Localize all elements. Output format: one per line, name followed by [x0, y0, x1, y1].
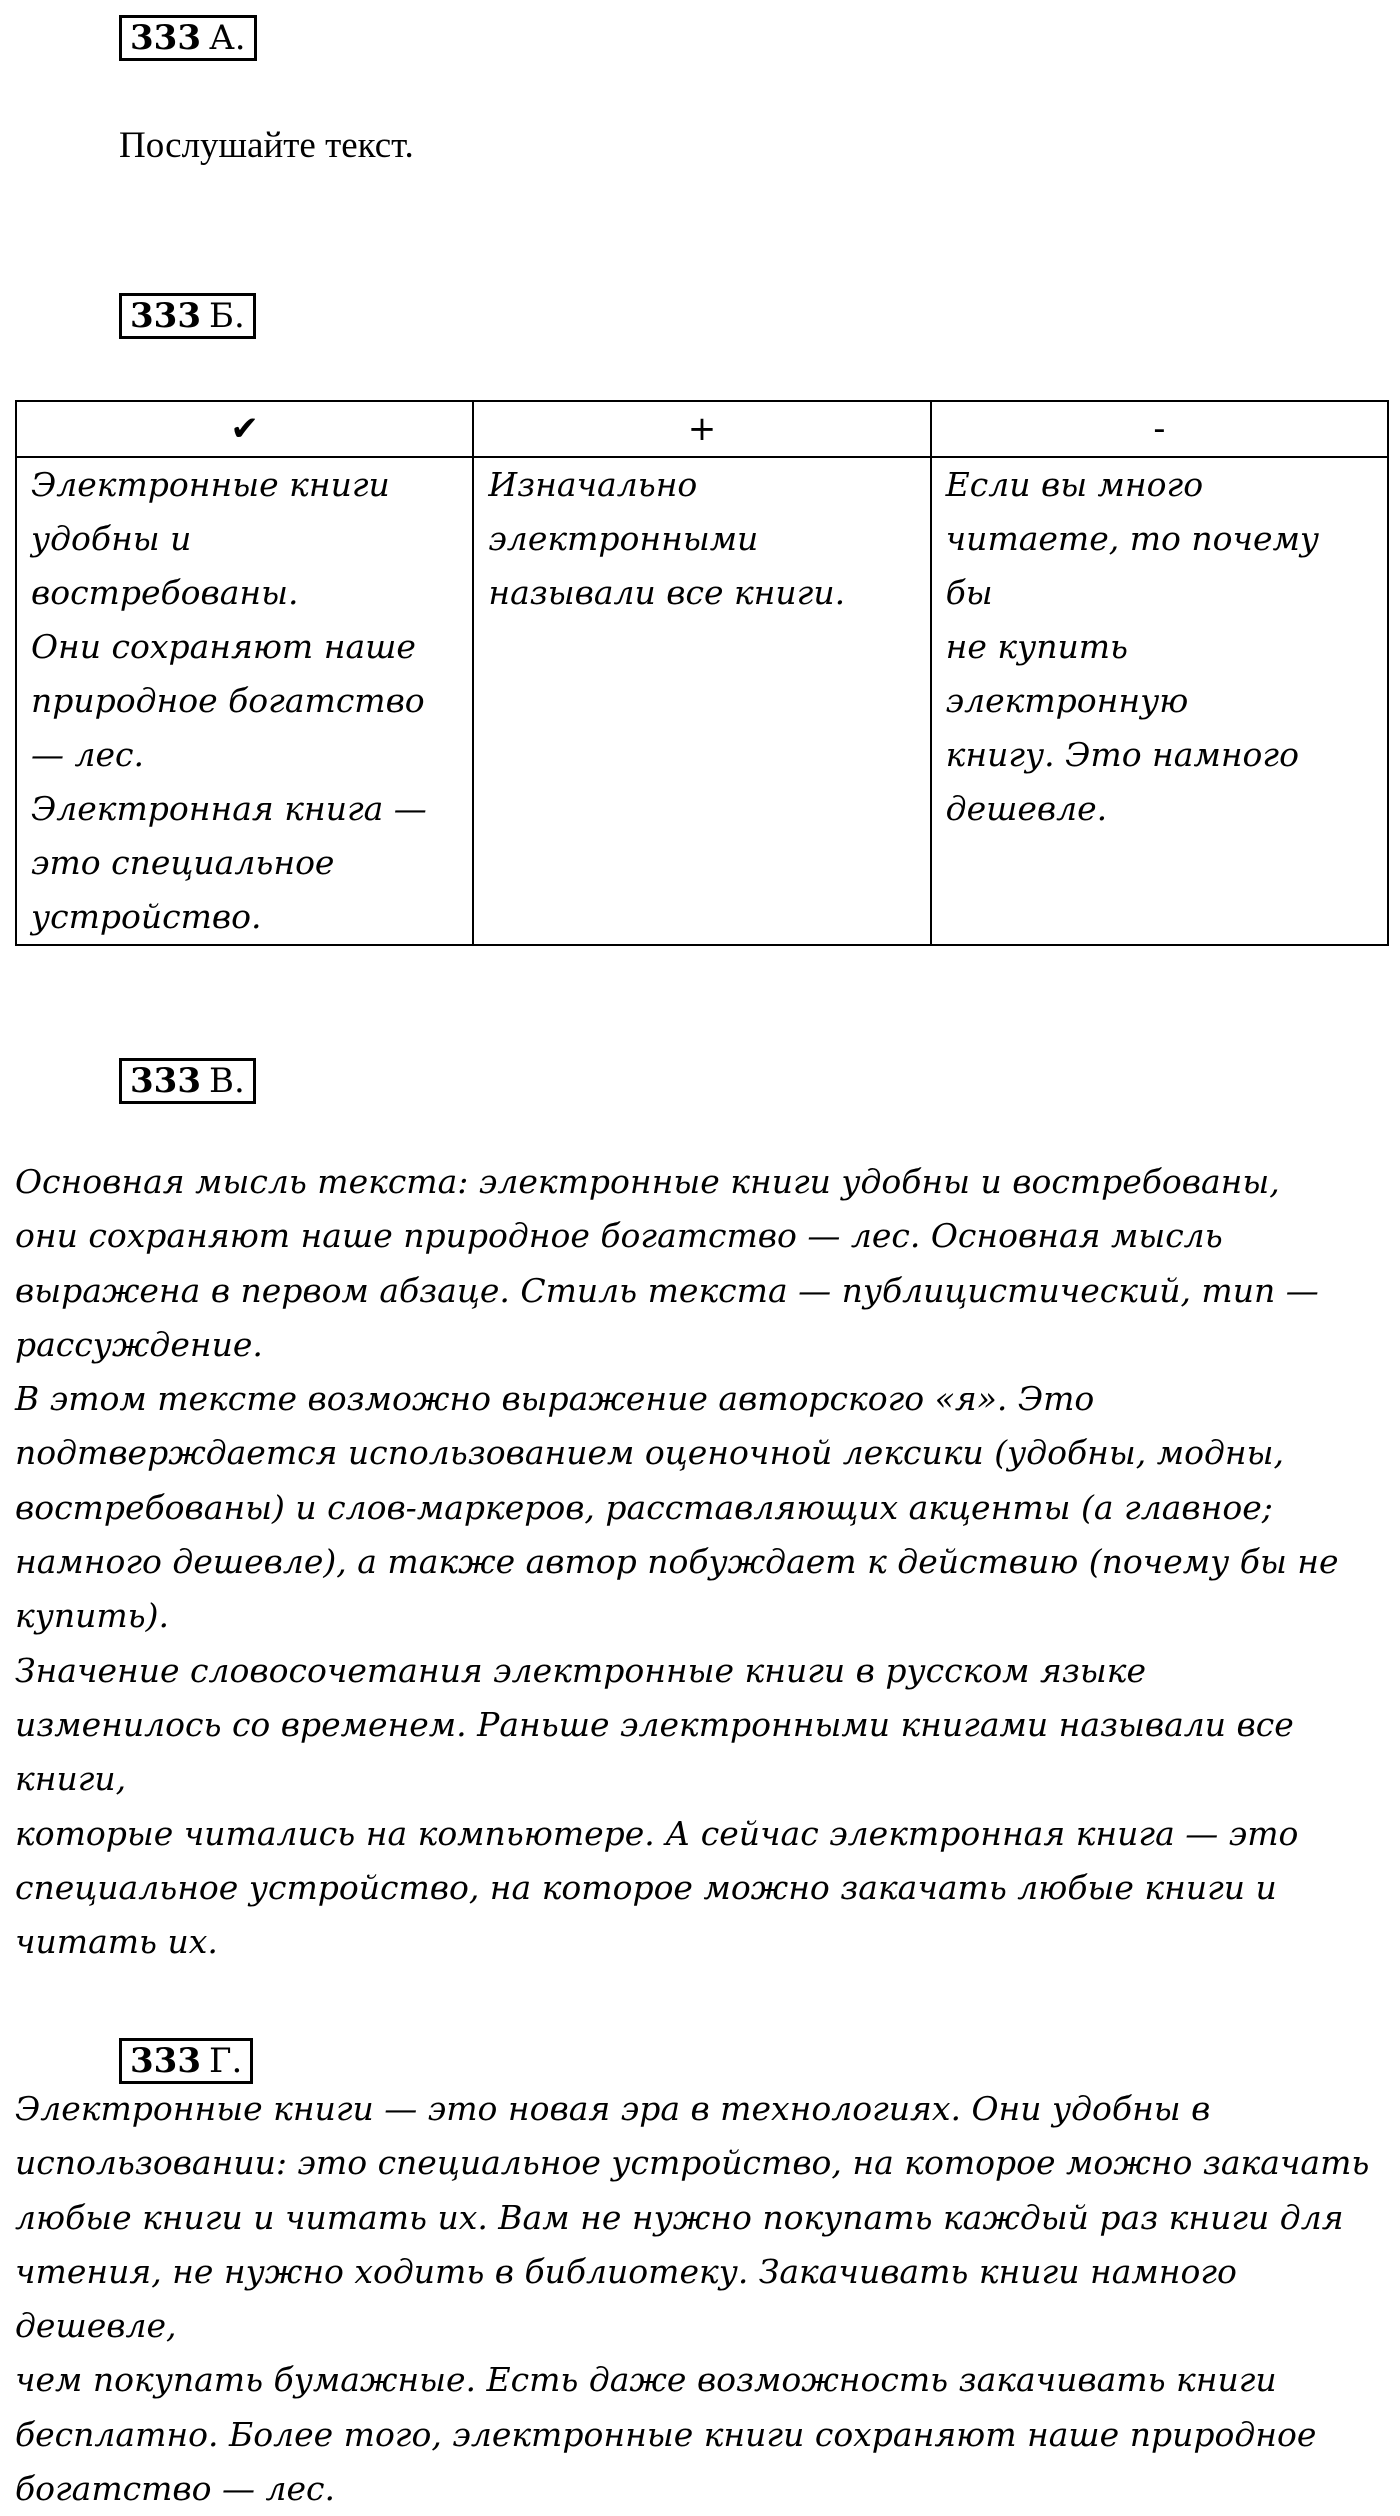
instruction-text: Послушайте текст.: [119, 125, 414, 166]
exercise-letter: Б.: [208, 296, 245, 336]
exercise-number: 333: [130, 1061, 201, 1101]
exercise-letter: Г.: [208, 2041, 243, 2081]
cell-text: Электронные книги удобны и востребованы. Они сохраняют наше природное богатство — лес. Электронная книга — это специальное устройство.: [31, 465, 427, 936]
insert-table: [15, 400, 1389, 946]
table-header-row: [16, 401, 1388, 457]
composition-text: Электронные книги — это новая эра в технологиях. Они удобны в использовании: это специальное устройство, на которое можно закачать любые книги и читать их. Вам не нужно покупать каждый раз книги для чтения, не нужно ходить в библиотеку. Закачивать книги намного дешевле, чем покупать бумажные. Есть даже возможность закачивать книги бесплатно. Более того, электронные книги сохраняют наше природное богатство — лес.: [15, 2089, 1370, 2509]
header-check-mark: ✔: [16, 401, 473, 457]
exercise-label-333a: [119, 15, 257, 61]
header-minus: -: [931, 401, 1388, 457]
cell-text: Изначально электронными называли все книги.: [488, 465, 846, 612]
exercise-label-333v: [119, 1058, 256, 1104]
table-cell-contrary: [931, 457, 1388, 945]
cell-text: Если вы много читаете, то почему бы не купить электронную книгу. Это намного дешевле.: [945, 465, 1320, 828]
exercise-label-333b: [119, 293, 256, 339]
exercise-letter: А.: [208, 18, 246, 58]
exercise-label-333g: [119, 2038, 253, 2084]
exercise-number: 333: [130, 296, 201, 336]
exercise-number: 333: [130, 2041, 201, 2081]
exercise-number: 333: [130, 18, 201, 58]
table-row: [16, 457, 1388, 945]
exercise-letter: В.: [208, 1061, 245, 1101]
table-cell-new: [473, 457, 930, 945]
table-cell-known: [16, 457, 473, 945]
analysis-text: Основная мысль текста: электронные книги удобны и востребованы, они сохраняют наше природное богатство — лес. Основная мысль выражена в первом абзаце. Стиль текста — публицистический, тип — рассуждение. В этом тексте возможно выражение авторского «я». Это подтверждается использованием оценочной лексики (удобны, модны, востребованы) и слов-маркеров, расставляющих акценты (а главное; намного дешевле), а также автор побуждает к действию (почему бы не купить). Значение словосочетания электронные книги в русском языке изменилось со временем. Раньше электронными книгами называли все книги, которые читались на компьютере. А сейчас электронная книга — это специальное устройство, на которое можно закачать любые книги и читать их.: [15, 1162, 1339, 1962]
header-plus: +: [473, 401, 930, 457]
